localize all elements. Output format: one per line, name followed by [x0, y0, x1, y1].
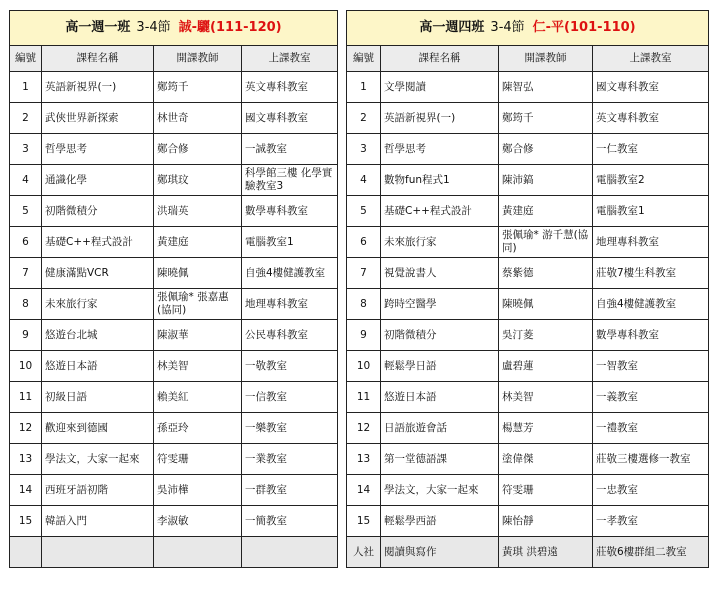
- course-name: 數物fun程式1: [381, 165, 499, 196]
- table-row: [347, 351, 709, 382]
- row-number: 11: [347, 382, 381, 413]
- course-name: [42, 537, 154, 568]
- header-course: 課程名稱: [381, 46, 499, 72]
- row-number: 3: [10, 134, 42, 165]
- table-row: [10, 227, 338, 258]
- teacher-name: 陳智弘: [499, 72, 593, 103]
- course-name: 學法文，大家一起來: [42, 444, 154, 475]
- classroom: 莊敬7樓生科教室: [593, 258, 709, 289]
- class-name: 高一週一班: [65, 20, 131, 36]
- row-number: 9: [347, 320, 381, 351]
- table-row: [10, 537, 338, 568]
- row-number: 3: [347, 134, 381, 165]
- row-number: 10: [10, 351, 42, 382]
- class-group: 誠-驪(111-120): [178, 20, 282, 36]
- table-row: [10, 413, 338, 444]
- header-number: 編號: [347, 46, 381, 72]
- course-name: 健康滿點VCR: [42, 258, 154, 289]
- classroom: 一群教室: [242, 475, 338, 506]
- course-name: 悠遊台北城: [42, 320, 154, 351]
- table-row: [10, 134, 338, 165]
- course-name: 基礎C++程式設計: [381, 196, 499, 227]
- table-row: [347, 196, 709, 227]
- row-number: 1: [347, 72, 381, 103]
- table-row: [347, 382, 709, 413]
- teacher-name: 盧碧蓮: [499, 351, 593, 382]
- classroom: 英文專科教室: [242, 72, 338, 103]
- classroom: 數學專科教室: [242, 196, 338, 227]
- table-row: [10, 475, 338, 506]
- teacher-name: 蔡紫德: [499, 258, 593, 289]
- row-number: 8: [347, 289, 381, 320]
- table-row: [347, 134, 709, 165]
- teacher-name: 陳曉佩: [154, 258, 242, 289]
- course-name: 英語新視界(一): [42, 72, 154, 103]
- table-row: [10, 196, 338, 227]
- classroom: 電腦教室1: [242, 227, 338, 258]
- table-row: [347, 320, 709, 351]
- classroom: 一孝教室: [593, 506, 709, 537]
- classroom: 英文專科教室: [593, 103, 709, 134]
- course-name: 西班牙語初階: [42, 475, 154, 506]
- teacher-name: 符雯珊: [499, 475, 593, 506]
- course-name: 學法文，大家一起來: [381, 475, 499, 506]
- classroom: 一仁教室: [593, 134, 709, 165]
- table-row: [347, 258, 709, 289]
- table-row: [10, 289, 338, 320]
- teacher-name: 陳怡靜: [499, 506, 593, 537]
- table-row: [347, 103, 709, 134]
- period: 3-4節: [136, 20, 171, 36]
- teacher-name: 符雯珊: [154, 444, 242, 475]
- row-number: 4: [347, 165, 381, 196]
- course-name: 輕鬆學日語: [381, 351, 499, 382]
- classroom: 一樂教室: [242, 413, 338, 444]
- teacher-name: 黃琪 洪碧遠: [499, 537, 593, 568]
- teacher-name: 鄭合修: [154, 134, 242, 165]
- teacher-name: 陳沛鎬: [499, 165, 593, 196]
- teacher-name: 鄭合修: [499, 134, 593, 165]
- teacher-name: 陳淑華: [154, 320, 242, 351]
- row-number: 2: [10, 103, 42, 134]
- course-name: 輕鬆學西語: [381, 506, 499, 537]
- row-number: 8: [10, 289, 42, 320]
- teacher-name: 林美智: [499, 382, 593, 413]
- classroom: 一忠教室: [593, 475, 709, 506]
- teacher-name: 孫亞玲: [154, 413, 242, 444]
- classroom: 一誠教室: [242, 134, 338, 165]
- row-number: 15: [10, 506, 42, 537]
- table-row: [10, 444, 338, 475]
- teacher-name: 吳沛樺: [154, 475, 242, 506]
- row-number: 13: [10, 444, 42, 475]
- table-row: [347, 72, 709, 103]
- classroom: 一智教室: [593, 351, 709, 382]
- row-number: 7: [10, 258, 42, 289]
- row-number: 15: [347, 506, 381, 537]
- teacher-name: 張佩瑜* 張嘉惠(協同): [154, 289, 242, 320]
- row-number: 5: [347, 196, 381, 227]
- course-name: 悠遊日本語: [42, 351, 154, 382]
- table-row: [347, 537, 709, 568]
- classroom: 地理專科教室: [593, 227, 709, 258]
- teacher-name: 洪瑞英: [154, 196, 242, 227]
- course-name: 哲學思考: [42, 134, 154, 165]
- course-name: 英語新視界(一): [381, 103, 499, 134]
- course-name: 閱讀與寫作: [381, 537, 499, 568]
- header-course: 課程名稱: [42, 46, 154, 72]
- teacher-name: 鄭筠千: [499, 103, 593, 134]
- course-name: 日語旅遊會話: [381, 413, 499, 444]
- table-title: [10, 11, 338, 46]
- table-row: [10, 320, 338, 351]
- classroom: 國文專科教室: [242, 103, 338, 134]
- row-number: 2: [347, 103, 381, 134]
- teacher-name: 鄭琪玟: [154, 165, 242, 196]
- table-row: [347, 165, 709, 196]
- course-name: 韓語入門: [42, 506, 154, 537]
- table-row: [10, 72, 338, 103]
- teacher-name: 賴美紅: [154, 382, 242, 413]
- classroom: 自強4樓健護教室: [593, 289, 709, 320]
- row-number: 人社: [347, 537, 381, 568]
- course-name: 未來旅行家: [381, 227, 499, 258]
- row-number: 4: [10, 165, 42, 196]
- header-teacher: 開課教師: [154, 46, 242, 72]
- course-name: 初階微積分: [42, 196, 154, 227]
- classroom: 電腦教室2: [593, 165, 709, 196]
- row-number: 1: [10, 72, 42, 103]
- table-row: [347, 444, 709, 475]
- table-row: [10, 103, 338, 134]
- row-number: 6: [347, 227, 381, 258]
- row-number: 14: [10, 475, 42, 506]
- table-row: [347, 227, 709, 258]
- table-row: [347, 289, 709, 320]
- course-name: 第一堂德語課: [381, 444, 499, 475]
- table-row: [10, 165, 338, 196]
- row-number: 13: [347, 444, 381, 475]
- classroom: 一業教室: [242, 444, 338, 475]
- row-number: 11: [10, 382, 42, 413]
- course-name: 未來旅行家: [42, 289, 154, 320]
- teacher-name: 楊慧芳: [499, 413, 593, 444]
- teacher-name: 林美智: [154, 351, 242, 382]
- classroom: 莊敬三樓選修一教室: [593, 444, 709, 475]
- class-group: 仁-平(101-110): [532, 20, 636, 36]
- classroom: 一禮教室: [593, 413, 709, 444]
- header-number: 編號: [10, 46, 42, 72]
- teacher-name: 張佩瑜* 游千慧(協同): [499, 227, 593, 258]
- table-row: [10, 506, 338, 537]
- class-name: 高一週四班: [419, 20, 485, 36]
- table-row: [347, 413, 709, 444]
- classroom: 科學館三樓 化學實驗教室3: [242, 165, 338, 196]
- classroom: 國文專科教室: [593, 72, 709, 103]
- schedule-table-right: [346, 10, 709, 568]
- table-row: [10, 258, 338, 289]
- course-name: 初階微積分: [381, 320, 499, 351]
- row-number: 10: [347, 351, 381, 382]
- row-number: 7: [347, 258, 381, 289]
- course-name: 武俠世界新探索: [42, 103, 154, 134]
- teacher-name: 李淑敏: [154, 506, 242, 537]
- course-name: 通識化學: [42, 165, 154, 196]
- header-room: 上課教室: [593, 46, 709, 72]
- schedule-table-left: [9, 10, 338, 568]
- course-name: 哲學思考: [381, 134, 499, 165]
- row-number: 5: [10, 196, 42, 227]
- course-name: 視覺說書人: [381, 258, 499, 289]
- table-row: [347, 506, 709, 537]
- course-name: 歡迎來到德國: [42, 413, 154, 444]
- table-title: [347, 11, 709, 46]
- course-name: 基礎C++程式設計: [42, 227, 154, 258]
- row-number: 12: [10, 413, 42, 444]
- classroom: 一簡教室: [242, 506, 338, 537]
- classroom: 自強4樓健護教室: [242, 258, 338, 289]
- teacher-name: [154, 537, 242, 568]
- teacher-name: 黃建庭: [154, 227, 242, 258]
- course-name: 初級日語: [42, 382, 154, 413]
- teacher-name: 塗偉傑: [499, 444, 593, 475]
- teacher-name: 吳汀菱: [499, 320, 593, 351]
- header-room: 上課教室: [242, 46, 338, 72]
- course-name: 文學閱讀: [381, 72, 499, 103]
- table-row: [10, 351, 338, 382]
- row-number: 6: [10, 227, 42, 258]
- period: 3-4節: [490, 20, 525, 36]
- classroom: 一信教室: [242, 382, 338, 413]
- course-name: 悠遊日本語: [381, 382, 499, 413]
- row-number: [10, 537, 42, 568]
- classroom: 電腦教室1: [593, 196, 709, 227]
- teacher-name: 林世奇: [154, 103, 242, 134]
- classroom: [242, 537, 338, 568]
- classroom: 莊敬6樓群組二教室: [593, 537, 709, 568]
- header-teacher: 開課教師: [499, 46, 593, 72]
- table-row: [10, 382, 338, 413]
- row-number: 14: [347, 475, 381, 506]
- classroom: 公民專科教室: [242, 320, 338, 351]
- classroom: 數學專科教室: [593, 320, 709, 351]
- teacher-name: 鄭筠千: [154, 72, 242, 103]
- classroom: 地理專科教室: [242, 289, 338, 320]
- table-row: [347, 475, 709, 506]
- row-number: 12: [347, 413, 381, 444]
- classroom: 一義教室: [593, 382, 709, 413]
- classroom: 一敬教室: [242, 351, 338, 382]
- teacher-name: 陳曉佩: [499, 289, 593, 320]
- row-number: 9: [10, 320, 42, 351]
- teacher-name: 黃建庭: [499, 196, 593, 227]
- course-name: 跨時空醫學: [381, 289, 499, 320]
